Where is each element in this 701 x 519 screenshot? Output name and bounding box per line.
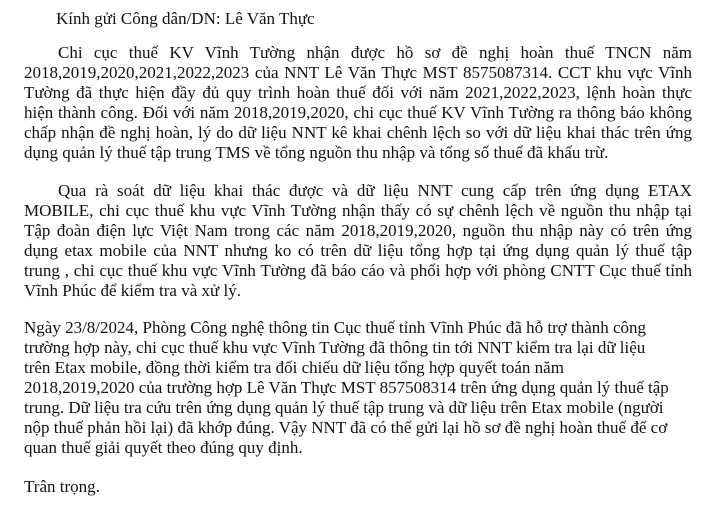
paragraph-line: trung , chi cục thuế khu vực Vĩnh Tường đã báo cáo và phối hợp với phòng CNTT Cục thuế tỉnh: [24, 261, 692, 280]
paragraph-line: Qua rà soát dữ liệu khai thác được và dữ liệu NNT cung cấp trên ứng dụng ETAX: [58, 181, 692, 200]
paragraph-line: Tường đã thực hiện đầy đủ quy trình hoàn thuế đối với năm 2021,2022,2023, lệnh hoàn thực: [24, 83, 692, 102]
paragraph-line: 2018,2019,2020,2021,2022,2023 của NNT Lê Văn Thực MST 8575087314. CCT khu vực Vĩnh: [24, 63, 692, 82]
paragraph-line: quan thuế giải quyết theo đúng quy định.: [24, 438, 303, 457]
paragraph-line: Tập đoàn điện lực Việt Nam trong các năm 2018,2019,2020, nguồn thu nhập này có trên ứng: [24, 221, 692, 240]
paragraph-line: trung. Dữ liệu tra cứu trên ứng dụng quản lý thuế tập trung và dữ liệu trên Etax mobile (người: [24, 398, 664, 417]
paragraph-line: nộp thuế phản hồi lại) đã khớp đúng. Vậy NNT đã có thể gửi lại hồ sơ đề nghị hoàn thuế để cơ: [24, 418, 668, 437]
paragraph-line: MOBILE, chi cục thuế khu vực Vĩnh Tường nhận thấy có sự chênh lệch về nguồn thu nhập tại: [24, 201, 692, 220]
paragraph-line: dụng etax mobile của NNT nhưng ko có trên dữ liệu tổng hợp tại ứng dụng quản lý thuế tập: [24, 241, 692, 260]
paragraph-line: Vĩnh Phúc để kiểm tra và xử lý.: [24, 281, 241, 300]
letter-salutation: Kính gửi Công dân/DN: Lê Văn Thực: [56, 9, 315, 28]
paragraph-line: 2018,2019,2020 của trường hợp Lê Văn Thực MST 857508314 trên ứng dụng quản lý thuế tập: [24, 378, 669, 397]
paragraph-line: chấp nhận đề nghị hoàn, lý do dữ liệu NNT kê khai chênh lệch so với dữ liệu khai thác trên ứng: [24, 123, 692, 142]
paragraph-line: Ngày 23/8/2024, Phòng Công nghệ thông tin Cục thuế tỉnh Vĩnh Phúc đã hỗ trợ thành công: [24, 318, 647, 337]
paragraph-line: trường hợp này, chi cục thuế khu vực Vĩnh Tường đã thông tin tới NNT kiểm tra lại dữ liệu: [24, 338, 646, 357]
paragraph-line: Chi cục thuế KV Vĩnh Tường nhận được hồ sơ đề nghị hoàn thuế TNCN năm: [58, 43, 692, 62]
letter-closing: Trân trọng.: [24, 477, 100, 496]
paragraph-line: dụng quản lý thuế tập trung TMS về tổng nguồn thu nhập và tổng số thuế đã khấu trừ.: [24, 143, 609, 162]
paragraph-line: hiện thành công. Đối với năm 2018,2019,2020, chi cục thuế KV Vĩnh Tường ra thông báo không: [24, 103, 692, 122]
paragraph-line: trên Etax mobile, đồng thời kiểm tra đối chiếu dữ liệu tổng hợp quyết toán năm: [24, 358, 564, 377]
